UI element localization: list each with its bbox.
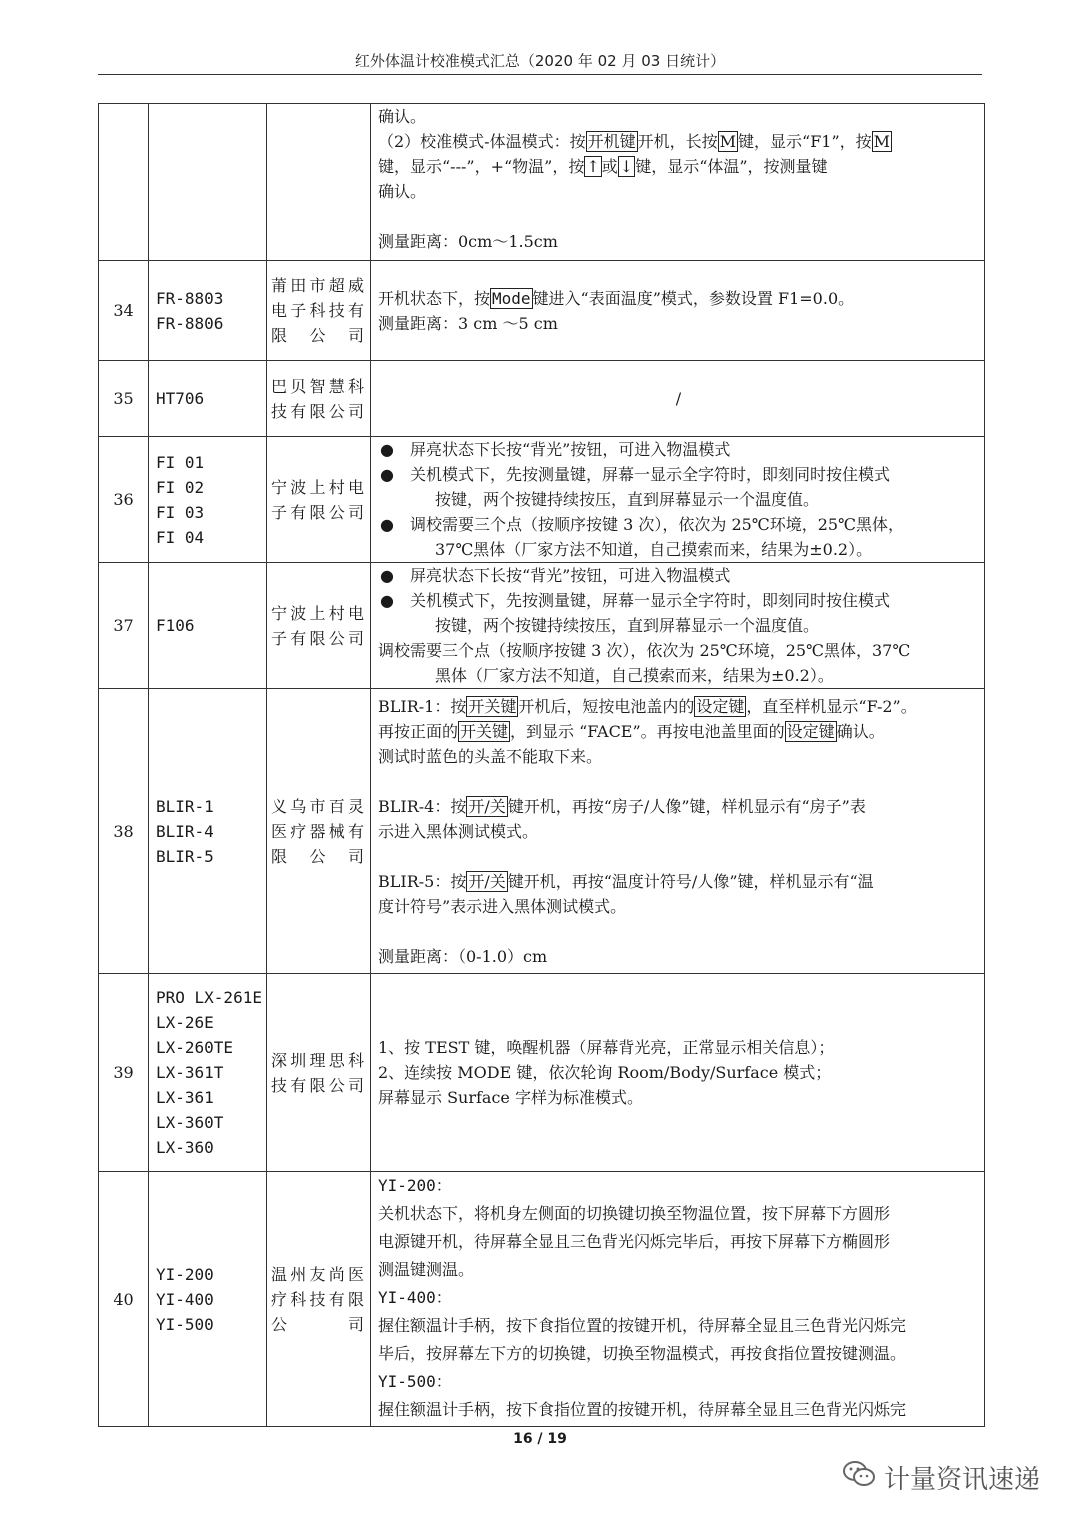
watermark <box>842 1459 1040 1496</box>
method-line: 握住额温计手柄，按下食指位置的按键开机，待屏幕全显且三色背光闪烁完 <box>378 1400 907 1419</box>
bullet-icon: ● <box>380 465 394 484</box>
table-row <box>99 261 985 361</box>
method-heading: YI-500： <box>378 1372 452 1391</box>
model-name: BLIR-1 <box>156 796 214 816</box>
company-name: 宁波上村电子有限公司 <box>267 563 371 689</box>
method-line: 键，显示“---”，+“物温”，按 ↑ 或 ↓ 键，显示“体温”，按测量键 <box>378 157 828 176</box>
row-number: 37 <box>99 563 149 689</box>
row-number: 35 <box>99 361 149 437</box>
row-number: 39 <box>99 974 149 1172</box>
method-cell <box>371 1172 985 1427</box>
method-cell <box>371 437 985 563</box>
model-name: HT706 <box>156 389 205 408</box>
bullet-icon: ● <box>380 566 394 585</box>
model-cell <box>149 689 267 974</box>
table-row <box>99 689 985 974</box>
method-line: （2）校准模式-体温模式：按 开机键 开机，长按 M 键，显示“F1”，按 M <box>378 132 891 151</box>
model-name: LX-361 <box>156 1088 214 1107</box>
model-name: LX-360T <box>156 1113 224 1132</box>
model-name: LX-26E <box>156 1013 214 1032</box>
key-box: 开关键 <box>468 696 517 716</box>
key-box: M <box>873 132 891 151</box>
method-line: 屏幕显示 Surface 字样为标准模式。 <box>378 1088 643 1107</box>
key-box: Mode <box>492 288 531 308</box>
table-row <box>99 1172 985 1427</box>
bullet-item: ● 屏亮状态下长按“背光”按钮，可进入物温模式 <box>378 563 979 588</box>
bullet-icon: ● <box>380 440 394 459</box>
model-name: FI 03 <box>156 502 205 522</box>
method-cell <box>371 261 985 361</box>
table-row <box>99 974 985 1172</box>
model-cell <box>149 1172 267 1427</box>
method-line: 确认。 <box>378 182 427 201</box>
company-name: 巴贝智慧科技有限公司 <box>267 361 371 437</box>
wechat-icon <box>842 1459 876 1496</box>
header-rule <box>98 74 982 75</box>
method-line: 测温键测温。 <box>378 1260 475 1279</box>
method-line: 关机状态下，将机身左侧面的切换键切换至物温位置，按下屏幕下方圆形 <box>378 1204 891 1223</box>
method-cell <box>371 104 985 261</box>
company-name: 义乌市百灵医疗器械有限公司 <box>267 689 371 974</box>
model-name: YI-200 <box>156 1264 214 1284</box>
model-cell <box>149 261 267 361</box>
row-number: 40 <box>99 1172 149 1427</box>
model-name: BLIR-4 <box>156 821 214 841</box>
method-cell <box>371 361 985 437</box>
method-line: 测量距离：（0-1.0）cm <box>378 946 548 966</box>
bullet-item: ● 关机模式下，先按测量键，屏幕一显示全字符时，即刻同时按住模式 <box>378 462 979 487</box>
table-row <box>99 104 985 261</box>
company-name: 温州友尚医疗科技有限公司 <box>267 1172 371 1427</box>
method-line: 2、连续按 MODE 键，依次轮询 Room/Body/Surface 模式； <box>378 1063 832 1082</box>
method-line: 度计符号”表示进入黑体测试模式。 <box>378 896 627 916</box>
model-name: FI 04 <box>156 527 205 547</box>
method-line: 再按正面的 开关键 ，到显示 “FACE”。再按电池盖里面的 设定键 确认。 <box>378 721 885 741</box>
down-arrow-key: ↓ <box>619 157 634 176</box>
model-cell <box>149 974 267 1172</box>
bullet-continuation: 按键，两个按键持续按压，直到屏幕显示一个温度值。 <box>435 490 820 509</box>
method-line: 握住额温计手柄，按下食指位置的按键开机，待屏幕全显且三色背光闪烁完 <box>378 1316 907 1335</box>
model-cell <box>149 437 267 563</box>
company-name: 宁波上村电子有限公司 <box>267 437 371 563</box>
method-line: 开机状态下，按 Mode 键进入“表面温度”模式，参数设置 F1=0.0。 <box>378 288 855 308</box>
model-name: LX-260TE <box>156 1038 234 1057</box>
method-line: 1、按 TEST 键，唤醒机器（屏幕背光亮，正常显示相关信息）； <box>378 1038 835 1057</box>
row-number: 38 <box>99 689 149 974</box>
row-number: 36 <box>99 437 149 563</box>
table-row <box>99 563 985 689</box>
model-name: F106 <box>156 616 195 635</box>
calibration-table <box>98 103 985 1427</box>
method-empty: / <box>675 389 682 408</box>
bullet-item: ● 关机模式下，先按测量键，屏幕一显示全字符时，即刻同时按住模式 <box>378 588 979 613</box>
method-line: BLIR-5：按 开/关 键开机，再按“温度计符号/人像”键，样机显示有“温 <box>378 871 874 891</box>
model-name: FR-8803 <box>156 288 224 308</box>
method-line: 测量距离：0cm～1.5cm <box>378 232 558 251</box>
model-name: FI 01 <box>156 452 205 472</box>
method-cell <box>371 689 985 974</box>
key-box: 设定键 <box>786 721 835 741</box>
model-name: LX-360 <box>156 1138 214 1157</box>
model-name: FI 02 <box>156 477 205 497</box>
bullet-icon: ● <box>380 515 394 534</box>
company-name: 莆田市超威电子科技有限公司 <box>267 261 371 361</box>
model-name: YI-500 <box>156 1314 214 1334</box>
key-box: M <box>719 132 737 151</box>
method-heading: YI-400： <box>378 1288 452 1307</box>
up-arrow-key: ↑ <box>586 157 600 176</box>
model-name: BLIR-5 <box>156 846 214 866</box>
bullet-icon: ● <box>380 591 394 610</box>
key-box: 设定键 <box>696 696 745 716</box>
method-line: 示进入黑体测试模式。 <box>378 821 539 841</box>
company-cell <box>267 104 371 261</box>
table-row <box>99 437 985 563</box>
bullet-continuation: 按键，两个按键持续按压，直到屏幕显示一个温度值。 <box>435 616 820 635</box>
bullet-continuation: 37℃黑体（厂家方法不知道，自己摸索而来，结果为±0.2）。 <box>435 540 873 559</box>
row-number: 34 <box>99 261 149 361</box>
model-cell <box>149 361 267 437</box>
method-cell <box>371 563 985 689</box>
bullet-item: ● 调校需要三个点（按顺序按键 3 次），依次为 25℃环境，25℃黑体， <box>378 512 979 537</box>
model-name: LX-361T <box>156 1063 224 1082</box>
key-box: 开关键 <box>460 721 509 741</box>
method-line: BLIR-1：按 开关键 开机后，短按电池盖内的 设定键 ，直至样机显示“F-2”。 <box>378 696 917 716</box>
method-line: 电源键开机，待屏幕全显且三色背光闪烁完毕后，再按下屏幕下方椭圆形 <box>378 1232 891 1251</box>
bullet-item: ● 屏亮状态下长按“背光”按钮，可进入物温模式 <box>378 437 979 462</box>
company-name: 深圳理思科技有限公司 <box>267 974 371 1172</box>
model-name: FR-8806 <box>156 313 224 333</box>
model-cell <box>149 563 267 689</box>
key-box: 开机键 <box>587 132 636 151</box>
page-header-title: 红外体温计校准模式汇总（2020 年 02 月 03 日统计） <box>354 52 726 70</box>
method-line: BLIR-4：按 开/关 键开机，再按“房子/人像”键，样机显示有“房子”表 <box>378 796 866 816</box>
method-heading: YI-200： <box>378 1176 452 1195</box>
model-name: YI-400 <box>156 1289 214 1309</box>
method-line: 黑体（厂家方法不知道，自己摸索而来，结果为±0.2）。 <box>435 666 834 685</box>
method-line: 测量距离：3 cm ～5 cm <box>378 313 558 333</box>
watermark-text: 计量资讯速递 <box>884 1465 1041 1495</box>
row-number-cell <box>99 104 149 261</box>
model-cell <box>149 104 267 261</box>
method-line: 测试时蓝色的头盖不能取下来。 <box>378 746 603 766</box>
table-row <box>99 361 985 437</box>
page-number: 16 / 19 <box>513 1431 567 1447</box>
method-line: 调校需要三个点（按顺序按键 3 次），依次为 25℃环境，25℃黑体，37℃ <box>378 641 911 660</box>
method-cell <box>371 974 985 1172</box>
key-box: 开/关 <box>468 796 506 816</box>
key-box: 开/关 <box>468 871 506 891</box>
model-name: PRO LX-261E <box>156 988 262 1007</box>
method-line: 确认。 <box>378 107 427 126</box>
method-line: 毕后，按屏幕左下方的切换键，切换至物温模式，再按食指位置按键测温。 <box>378 1344 907 1363</box>
